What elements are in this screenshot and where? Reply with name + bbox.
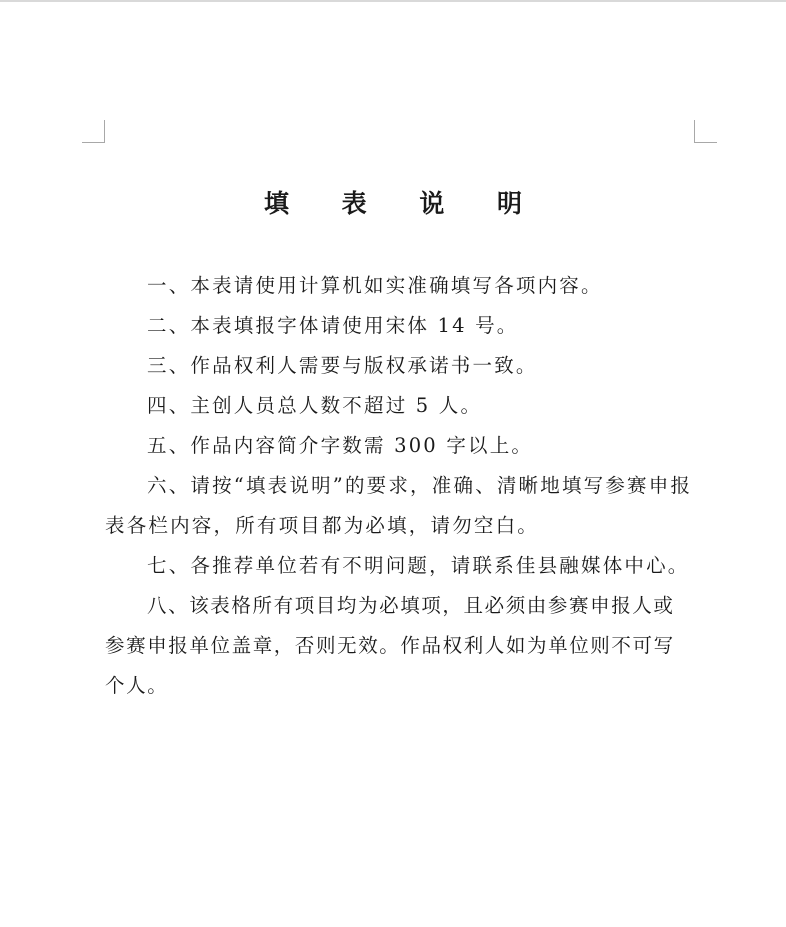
margin-corner-mark-right [694, 120, 717, 143]
instruction-5: 五、作品内容简介字数需 300 字以上。 [147, 434, 534, 457]
instructions-body [105, 266, 695, 706]
instruction-2: 二、本表填报字体请使用宋体 14 号。 [147, 314, 519, 337]
instruction-1: 一、本表请使用计算机如实准确填写各项内容。 [147, 274, 603, 297]
instruction-6: 六、请按“填表说明”的要求，准确、清晰地填写参赛申报表各栏内容，所有项目都为必填，请勿空白。 [105, 474, 693, 537]
page-top-border [0, 0, 786, 2]
instruction-8: 八、该表格所有项目均为必填项，且必须由参赛申报人或参赛申报单位盖章，否则无效。作品权利人如为单位则不可写个人。 [105, 594, 675, 697]
document-title: 填 表 说 明 [263, 189, 545, 218]
instruction-7: 七、各推荐单位若有不明问题，请联系佳县融媒体中心。 [147, 554, 690, 577]
margin-corner-mark-left [82, 120, 105, 143]
instruction-4: 四、主创人员总人数不超过 5 人。 [147, 394, 483, 417]
instruction-3: 三、作品权利人需要与版权承诺书一致。 [147, 354, 538, 377]
